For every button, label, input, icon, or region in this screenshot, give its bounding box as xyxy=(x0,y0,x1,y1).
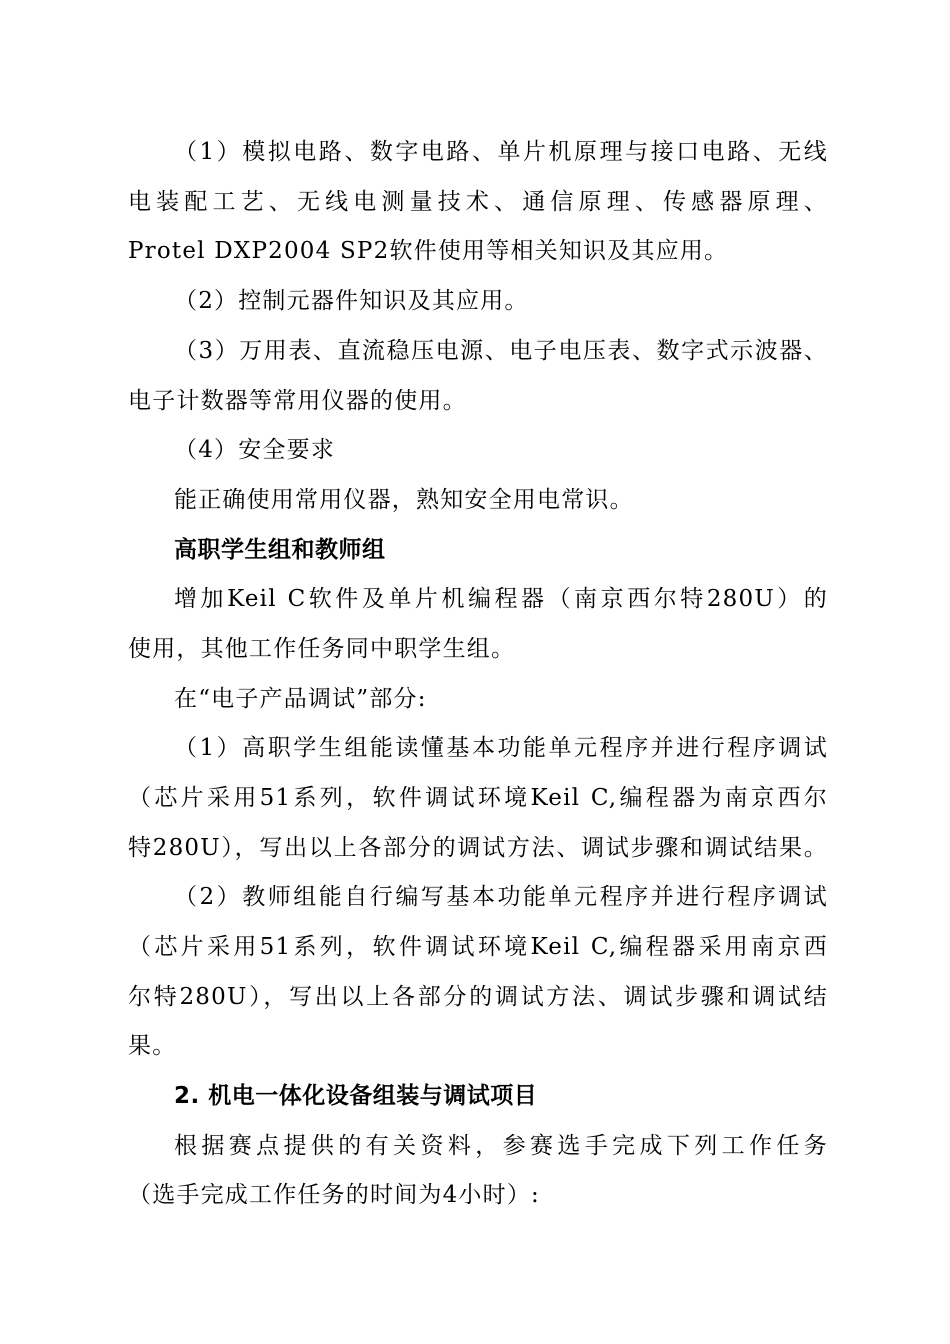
debug-item-2-line-2: （芯片采用51系列，软件调试环境Keil C,编程器采用南京西 xyxy=(128,934,828,960)
item-4-text: 能正确使用常用仪器，熟知安全用电常识。 xyxy=(174,487,634,513)
paragraph-keil-line-2: 使用，其他工作任务同中职学生组。 xyxy=(128,636,516,662)
debug-item-1-line-3: 特280U），写出以上各部分的调试方法、调试步骤和调试结果。 xyxy=(128,835,828,861)
item-1-line-2: 电装配工艺、无线电测量技术、通信原理、传感器原理、 xyxy=(128,189,828,215)
section-heading-higher-vocational: 高职学生组和教师组 xyxy=(174,537,386,563)
item-3-line-2: 电子计数器等常用仪器的使用。 xyxy=(128,388,467,414)
section-heading-mechatronics: 2. 机电一体化设备组装与调试项目 xyxy=(174,1083,538,1109)
mechatronics-paragraph-line-1: 根据赛点提供的有关资料，参赛选手完成下列工作任务 xyxy=(174,1133,828,1159)
item-1-line-1: （1）模拟电路、数字电路、单片机原理与接口电路、无线 xyxy=(174,139,828,165)
mechatronics-paragraph-line-2: （选手完成工作任务的时间为4小时）: xyxy=(128,1182,540,1208)
item-2-text: （2）控制元器件知识及其应用。 xyxy=(174,288,529,314)
item-1-line-3: Protel DXP2004 SP2软件使用等相关知识及其应用。 xyxy=(128,238,729,264)
debug-item-2-line-4: 果。 xyxy=(128,1033,177,1059)
item-4-heading: （4）安全要求 xyxy=(174,437,336,463)
debug-section-intro: 在“电子产品调试”部分: xyxy=(174,686,427,712)
item-3-line-1: （3）万用表、直流稳压电源、电子电压表、数字式示波器、 xyxy=(174,338,828,364)
debug-item-2-line-1: （2）教师组能自行编写基本功能单元程序并进行程序调试 xyxy=(174,884,828,910)
debug-item-1-line-2: （芯片采用51系列，软件调试环境Keil C,编程器为南京西尔 xyxy=(128,785,828,811)
debug-item-2-line-3: 尔特280U），写出以上各部分的调试方法、调试步骤和调试结 xyxy=(128,984,828,1010)
paragraph-keil-line-1: 增加Keil C软件及单片机编程器（南京西尔特280U）的 xyxy=(174,586,828,612)
debug-item-1-line-1: （1）高职学生组能读懂基本功能单元程序并进行程序调试 xyxy=(174,735,828,761)
